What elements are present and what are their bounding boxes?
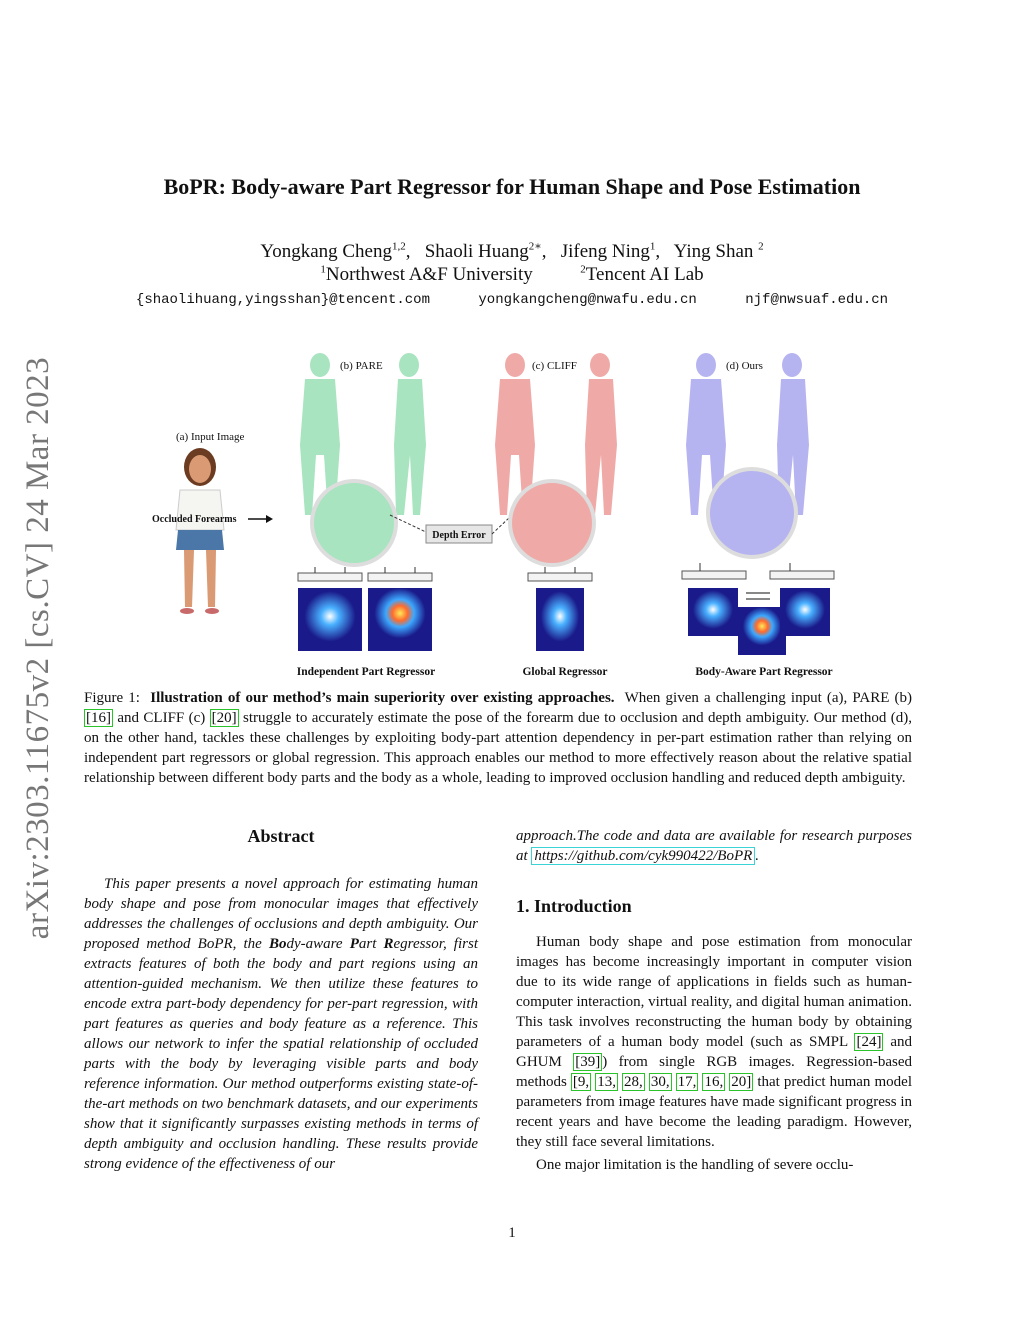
citation-link[interactable]: 30,	[650, 1074, 670, 1090]
github-link[interactable]: https://github.com/cyk990422/BoPR	[531, 847, 755, 865]
paper-title: BoPR: Body-aware Part Regressor for Human Shape and Pose Estimation	[163, 174, 861, 199]
author: Yongkang Cheng$^{1,2}$,	[260, 241, 411, 263]
abstract-continued: approach.The code and data are available for research purposes at https://github.com/cyk990422/BoPR .	[516, 828, 912, 864]
occluded-forearms-label: Occluded Forearms	[152, 514, 237, 525]
body-aware-regressor-label: Body-Aware Part Regressor	[695, 666, 833, 678]
figure-caption: Figure 1: Illustration of our method’s main superiority over existing approaches. When given a challenging input (a), PARE (b) [16] and CLIFF (c) [20] struggle to accurately estimate the pose of the forearm due to occlusion and depth ambiguity. Our method (d), on the other hand, tackles these challenges by exploiting body-part attention dependency in per-part estimation rather than relying on independent part regressors or global regression. This approach enables our method to more effectively reason about the relative spatial relationship between different body parts and the body as a whole, leading to improved occlusion handling and reduced depth ambiguity.	[84, 690, 913, 786]
cliff-zoom-circle	[510, 481, 594, 565]
citation-link[interactable]: [9,	[572, 1074, 590, 1090]
abstract-heading: Abstract	[247, 826, 315, 846]
introduction-text: Human body shape and pose estimation from monocular images has become increasingly important in computer vision due to its wide range of applications in fields such as human-computer interaction, virtual reality, and digital human animation. This task involves reconstructing the human body by obtaining parameters of a human body model (such as SMPL [24] and GHUM [39] ) from single RGB images. Regression-based methods [9, 13, 28, 30, 17, 16, 20] that predict human model parameters from image features have made significant progress in recent years and have become the leading paradigm. However, they still face several limitations. One major limitation is the handling of severe occlu-	[516, 934, 912, 1173]
ours-label: (d) Ours	[726, 360, 763, 372]
input-image-label: (a) Input Image	[176, 431, 245, 443]
email: njf@nwsuaf.edu.cn	[745, 292, 889, 308]
ours-zoom-circle	[708, 469, 796, 557]
citation-link[interactable]: 17,	[677, 1074, 697, 1090]
page-number: 1	[508, 1225, 516, 1241]
citation-link[interactable]: [39]	[575, 1054, 601, 1070]
caption-prefix: Figure 1:	[84, 690, 140, 706]
input-person-image	[176, 448, 224, 614]
citation-link[interactable]: 13,	[597, 1074, 616, 1090]
figure-1	[140, 345, 900, 685]
introduction-heading: 1. Introduction	[516, 896, 632, 916]
email-list	[0, 292, 1024, 308]
figure-illustration	[140, 345, 900, 685]
author-list	[0, 240, 1024, 263]
affiliation: $^1$Northwest A&F University	[320, 264, 533, 286]
heatmap	[298, 588, 362, 651]
global-regressor-label: Global Regressor	[522, 666, 608, 678]
citation-link[interactable]: 16,	[704, 1074, 724, 1090]
cliff-label: (c) CLIFF	[532, 360, 577, 372]
author: Ying Shan $^2$	[673, 241, 764, 263]
regressor-bars	[298, 571, 834, 581]
author: Shaoli Huang$^{2∗}$,	[424, 241, 547, 263]
caption-title: Illustration of our method’s main superiority over existing approaches.	[150, 690, 615, 706]
pare-label: (b) PARE	[340, 360, 383, 372]
heatmap	[536, 588, 584, 651]
citation-link[interactable]: 20]	[731, 1074, 752, 1090]
citation-link[interactable]: [24]	[856, 1034, 882, 1050]
email: {shaolihuang,yingsshan}@tencent.com	[135, 292, 430, 308]
author: Jifeng Ning$^1$,	[560, 241, 661, 263]
depth-error-label: Depth Error	[432, 530, 486, 541]
affiliations	[0, 264, 1024, 286]
heatmap	[738, 607, 786, 655]
abstract-text: This paper presents a novel approach for estimating human body shape and pose from monocular images that effectively addresses the challenges of occlusions and depth ambiguity. Our proposed method BoPR, the Body-aware Part Regressor, first extracts features of both the body and part regions using an attention-guided mechanism. We then utilize these features to encode extra part-body dependency for per-part regression, with part features as queries and body feature as a reference. This allows our network to infer the spatial relationship of occluded parts with the body by leveraging visible parts and body reference information. Our method outperforms existing state-of-the-art methods on two benchmark datasets, and our experiments show that it significantly surpasses existing methods in terms of depth ambiguity and occlusion handling. These results provide strong evidence of the effectiveness of our	[84, 876, 478, 1172]
heatmap	[688, 588, 738, 636]
citation-link[interactable]: [16]	[86, 710, 111, 726]
citation-link[interactable]: 28,	[624, 1074, 643, 1090]
pare-zoom-circle	[312, 481, 396, 565]
affiliation: $^2$Tencent AI Lab	[580, 264, 704, 286]
citation-link[interactable]: [20]	[211, 710, 237, 726]
independent-regressor-label: Independent Part Regressor	[296, 666, 436, 678]
arxiv-stamp: arXiv:2303.11675v2 [cs.CV] 24 Mar 2023	[20, 356, 56, 940]
email: yongkangcheng@nwafu.edu.cn	[478, 292, 697, 308]
introduction-paragraph: One major limitation is the handling of severe occlu-	[536, 1157, 854, 1173]
heatmap	[780, 588, 830, 636]
heatmap	[368, 588, 432, 651]
